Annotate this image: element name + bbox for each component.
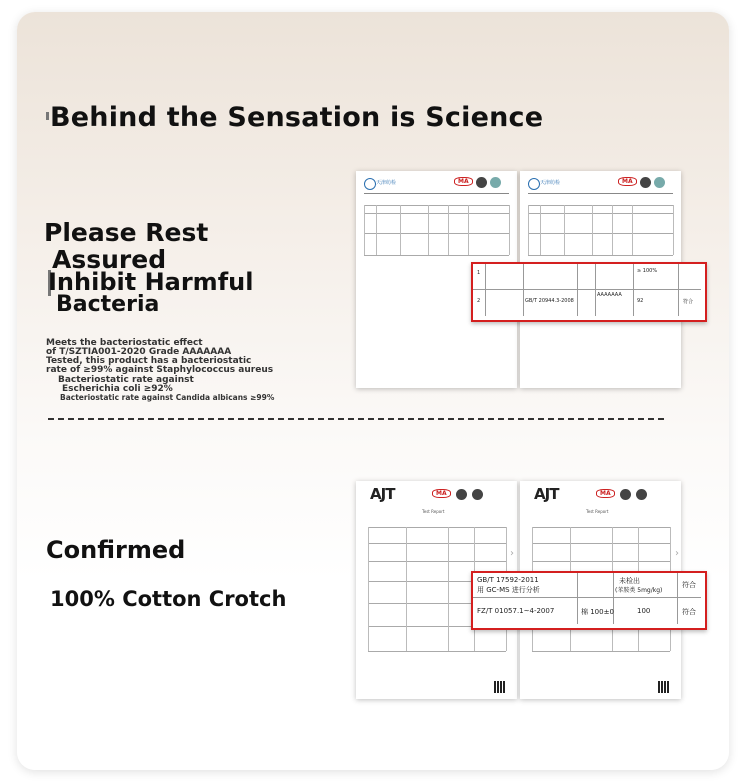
- chevron-right-icon: ›: [510, 548, 514, 559]
- conclusion: 符合: [683, 299, 694, 305]
- ma-mark: MA: [432, 489, 451, 498]
- standard-code: FZ/T 01057.1~4-2007: [477, 607, 555, 615]
- cnas-icon: [456, 489, 467, 500]
- bullet-text: of T/SZTIA001-2020 Grade AAAAAAA: [46, 347, 232, 357]
- ajt-logo: AJT: [534, 485, 559, 503]
- cotton-result-zoom: [471, 571, 707, 630]
- rate-value: 92: [637, 298, 644, 304]
- lab-name: 天津纺检: [376, 180, 397, 186]
- conclusion: 符合: [682, 608, 696, 616]
- result-limit: (苯胺类 5mg/kg): [615, 587, 663, 594]
- section1-title-line1: Please Rest: [44, 218, 209, 247]
- result-value: 未检出: [619, 577, 640, 585]
- bacteriostatic-result-zoom: [471, 262, 707, 322]
- report-header: Test Report: [586, 509, 609, 514]
- ilac-icon: [472, 489, 483, 500]
- page-title: Behind the Sensation is Science: [50, 102, 544, 133]
- standard-code: GB/T 17592-2011: [477, 576, 539, 584]
- title-marker: [46, 112, 49, 120]
- cnas-icon: [476, 177, 487, 188]
- ilac-icon: [654, 177, 665, 188]
- report-header: Test Report: [422, 509, 445, 514]
- cnas-icon: [640, 177, 651, 188]
- ma-mark: MA: [596, 489, 615, 498]
- ajt-logo: AJT: [370, 485, 395, 503]
- section-divider: [48, 418, 664, 420]
- bullet-text: Tested, this product has a bacteriostatic: [46, 356, 252, 366]
- qr-code-icon: [658, 681, 670, 693]
- cnas-icon: [620, 489, 631, 500]
- section1-title-line2: Assured: [52, 245, 167, 274]
- bullet-text: Meets the bacteriostatic effect: [46, 338, 203, 348]
- row-number: 1: [477, 270, 481, 276]
- bullet-text: rate of ≥99% against Staphylococcus aureus: [46, 365, 274, 375]
- chevron-right-icon: ›: [675, 548, 679, 559]
- section2-title: Confirmed: [46, 536, 186, 564]
- ma-mark: MA: [454, 177, 473, 186]
- bullet-text: Escherichia coli ≥92%: [62, 384, 173, 394]
- lab-name: 天津纺检: [540, 180, 561, 186]
- standard-code: GB/T 20944.3-2008: [525, 298, 574, 304]
- ilac-icon: [636, 489, 647, 500]
- section1-title-line4: Bacteria: [56, 292, 160, 317]
- conclusion: 符合: [682, 581, 696, 589]
- result-value: 100: [637, 607, 651, 615]
- test-method: 用 GC-MS 进行分析: [477, 586, 540, 594]
- lab-logo-icon: [364, 178, 376, 190]
- grade-value: AAAAAAA: [597, 292, 622, 298]
- result-value: ≥ 100%: [637, 268, 658, 274]
- lab-logo-icon: [528, 178, 540, 190]
- test-method: 棉 100±0: [581, 608, 614, 616]
- qr-code-icon: [494, 681, 506, 693]
- ilac-icon: [490, 177, 501, 188]
- section1-title-line3: Inhibit Harmful: [48, 268, 254, 296]
- bullet-text: Bacteriostatic rate against Candida albicans ≥99%: [60, 393, 275, 402]
- ma-mark: MA: [618, 177, 637, 186]
- row-number: 2: [477, 298, 481, 304]
- bullet-text: Bacteriostatic rate against: [58, 375, 194, 385]
- section2-subtitle: 100% Cotton Crotch: [50, 587, 287, 611]
